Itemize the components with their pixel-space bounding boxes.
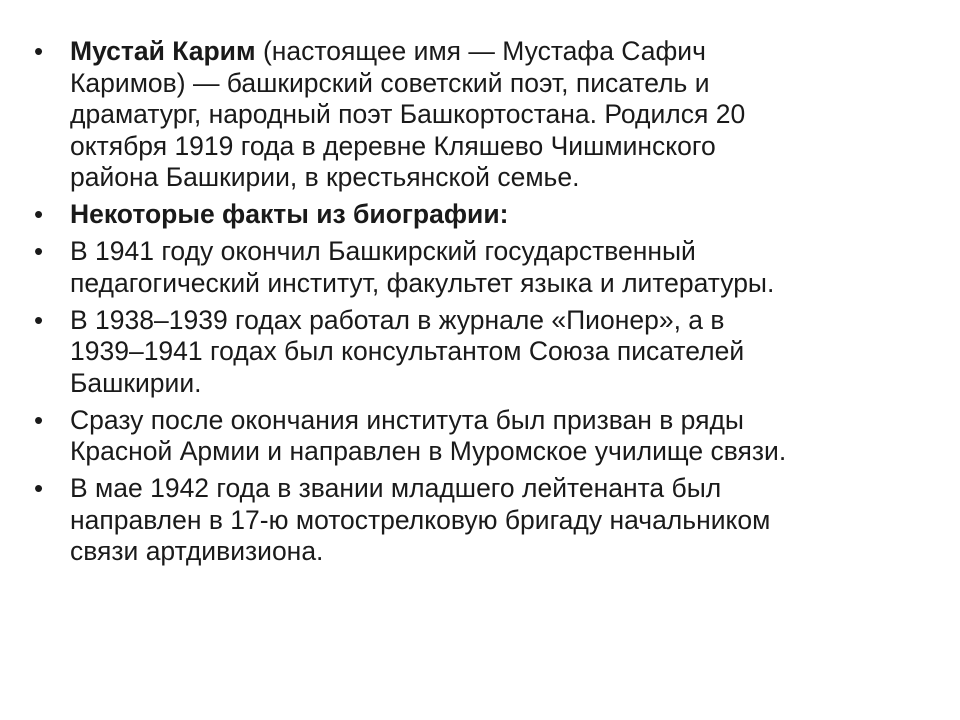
bullet-item-intro [34,36,944,194]
bullet-icon: • [34,473,44,503]
bullet-icon: • [34,404,44,435]
bullet-text [70,36,745,192]
body-text: (настоящее имя — Мустафа Сафич Каримов) — башкирский советский поэт, писатель и драматург, народный поэт Башкортостана. Родился 20 октября 1919 года в деревне Кляшево Чишминского района Башкирии, в крестьянской семье. [70,36,746,192]
bullet-list [34,36,944,573]
body-text: В 1941 году окончил Башкирский государственный педагогический институт, факультет языка и литературы. [70,236,775,298]
bullet-icon: • [34,36,44,66]
bullet-icon: • [34,236,44,266]
bullet-item-work [34,305,944,400]
bullet-item-education [34,236,944,299]
body-text: Сразу после окончания института был призван в ряды Красной Армии и направлен в Муромское училище связи. [70,404,787,466]
bullet-icon: • [34,199,44,229]
bullet-item-brigade [34,473,944,568]
body-text: В 1938–1939 годах работал в журнале «Пионер», а в 1939–1941 годах был консультантом Союза писателей Башкирии. [70,304,745,398]
bullet-item-heading [34,199,944,231]
body-text: В мае 1942 года в звании младшего лейтенанта был направлен в 17-ю мотострелковую бригаду начальником связи артдивизиона. [70,473,771,566]
section-heading: Некоторые факты из биографии: [70,199,509,229]
bold-lead: Мустай Карим [70,36,256,66]
bullet-icon: • [34,304,44,335]
bullet-item-army [34,405,944,468]
